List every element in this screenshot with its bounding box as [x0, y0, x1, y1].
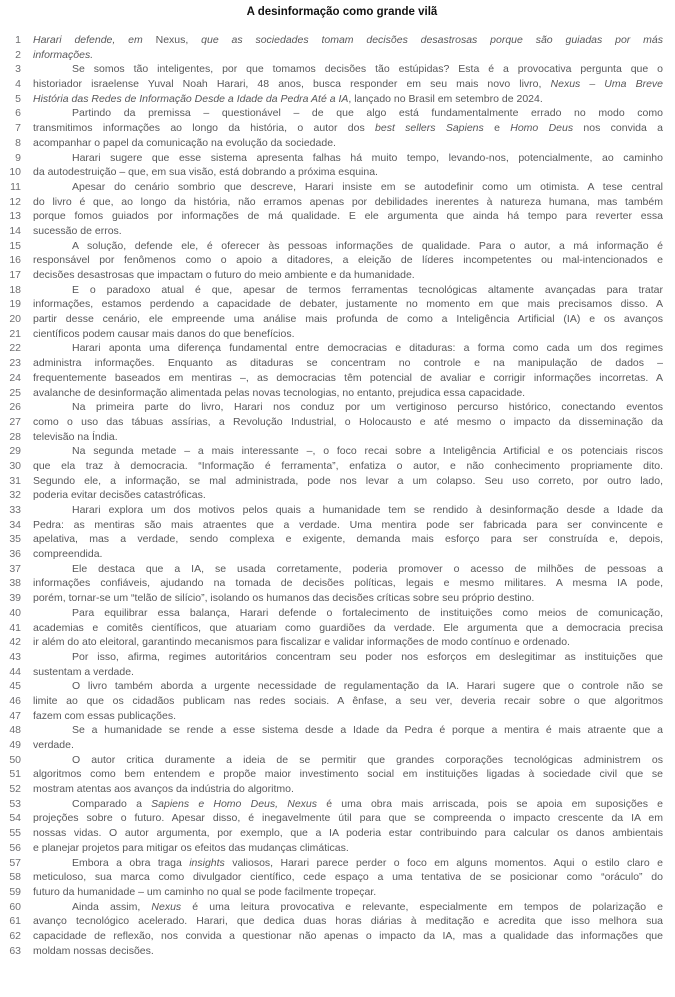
text-line: [0, 753, 663, 768]
line-number: 31: [9, 474, 21, 487]
line-number: 35: [9, 533, 21, 546]
line-text: [33, 356, 663, 371]
text-segment: O livro também aborda a urgente necessidade de regulamentação da IA. Harari sugere que o controle não se: [72, 680, 663, 693]
line-text: [33, 532, 663, 547]
text-line: [0, 77, 663, 92]
line-text: [33, 811, 663, 826]
line-text: [33, 679, 663, 694]
text-line: [0, 444, 663, 459]
italic-text-segment: Homo Deus: [510, 122, 574, 135]
text-segment: do livro é que, ao longo da história, não erramos apenas por debilidades inerentes à natureza humana, mas também: [33, 195, 663, 208]
line-text: [33, 195, 663, 210]
line-number: 1: [15, 34, 21, 46]
line-text: [33, 885, 663, 900]
text-segment: fazem com essas publicações.: [33, 709, 176, 722]
italic-text-segment: História das Redes de Informação Desde a Idade da Pedra Até a IA: [33, 92, 349, 105]
text-segment: Partindo da premissa – questionável – de que algo está fundamentalmente errado no modo como: [72, 107, 663, 120]
text-segment: sustentam a verdade.: [33, 665, 134, 678]
text-line: [0, 151, 663, 166]
line-number: 59: [9, 885, 21, 898]
line-text: [33, 106, 663, 121]
line-number: 6: [15, 107, 21, 120]
text-line: [0, 415, 663, 430]
text-segment: avalanche de desinformação alimentada pelas novas tecnologias, no entanto, prejudica essa capacidade.: [33, 386, 526, 399]
text-segment: Por isso, afirma, regimes autoritários concentram seu poder nos esforços em deslegitimar as instituições que: [72, 650, 663, 663]
line-number: 21: [9, 327, 21, 340]
text-line: [0, 341, 663, 356]
line-number: 36: [9, 548, 21, 561]
line-text: [33, 92, 663, 107]
line-text: [33, 444, 663, 459]
text-segment: Pedra: as mentiras são mais atraentes que a verdade. Uma mentira pode ser fabricada para ser convincente e: [33, 518, 663, 531]
text-line: [0, 195, 663, 210]
line-number: 2: [15, 48, 21, 61]
line-number: 52: [9, 783, 21, 796]
line-number: 60: [9, 900, 21, 913]
text-segment: poderia evitar decisões catastróficas.: [33, 489, 206, 502]
text-segment: decisões desastrosas que impactam o futuro do meio ambiente e da humanidade.: [33, 269, 415, 281]
line-number: 22: [9, 342, 21, 355]
line-text: [33, 268, 663, 283]
italic-text-segment: best sellers Sapiens: [375, 122, 484, 135]
line-text: [33, 841, 663, 856]
text-segment: academias e comitês científicos, que atuariam como guardiões da verdade. Ele argumenta que a democracia precisa: [33, 621, 663, 634]
text-segment: moldam nossas decisões.: [33, 944, 154, 957]
text-segment: como o uso das tábuas assírias, a Revolução Industrial, o Holocausto e até mesmo o impacto da disseminação da: [33, 415, 663, 428]
line-text: [33, 518, 663, 533]
text-segment: algoritmos como bem entendem e propõe maior investimento social em instituições ligadas à sociedade civil que se: [33, 768, 663, 781]
text-segment: Na primeira parte do livro, Harari nos conduz por um vertiginoso percurso histórico, conectando eventos: [72, 401, 663, 414]
text-line: [0, 723, 663, 738]
line-number: 10: [9, 166, 21, 179]
text-line: [0, 239, 663, 254]
text-line: [0, 518, 663, 533]
text-segment: partir desse cenário, ele empreende uma análise mais profunda de como a Inteligência Artificial (IA) e os avanços: [33, 313, 663, 326]
text-segment: porque fomos guiados por informações de má qualidade. E ele argumenta que ainda há tempo para reverter essa: [33, 210, 663, 223]
text-line: [0, 165, 663, 180]
line-number: 57: [9, 856, 21, 869]
document-title: A desinformação como grande vilã: [246, 6, 438, 18]
text-segment: historiador israelense Yuval Noah Harari, 48 anos, busca responder em seu mais novo livro,: [33, 78, 551, 91]
line-text: [33, 180, 663, 195]
line-number: 41: [9, 621, 21, 634]
line-text: [33, 562, 663, 577]
text-segment: administra informações. Enquanto as ditaduras se concentram no controle e na manipulação de dados –: [33, 357, 663, 370]
line-text: [33, 341, 663, 356]
text-segment: televisão na Índia.: [33, 430, 118, 443]
line-text: [33, 121, 663, 136]
line-number: 32: [9, 489, 21, 502]
line-number: 8: [15, 136, 21, 149]
line-text: [33, 709, 663, 724]
text-segment: Apesar do cenário sombrio que descreve, Harari insiste em se autodefinir como um otimista. A tese central: [72, 180, 663, 193]
text-line: [0, 268, 663, 283]
line-text: [33, 48, 663, 63]
text-segment: valiosos, Harari parece perder o foco em alguns momentos. Aqui o estilo claro e: [224, 856, 663, 869]
italic-text-segment: insights: [189, 856, 225, 869]
text-segment: responsável por fenômenos como o apoio a ditadores, a eleição de líderes incompetentes ou mal-intencionados e: [33, 254, 663, 267]
text-segment: capacidade de reflexão, nos convida a questionar não apenas o impacto da IA, mas a qualidade das informações que: [33, 929, 663, 942]
line-text: [33, 62, 663, 77]
text-segment: Harari explora um dos motivos pelos quais a humanidade tem se rendido à desinformação desde a Idade da: [72, 504, 663, 516]
line-text: [33, 797, 663, 812]
line-number: 38: [9, 577, 21, 590]
line-text: [33, 576, 663, 591]
line-text: [33, 870, 663, 885]
line-number: 3: [15, 63, 21, 76]
line-text: [33, 929, 663, 944]
text-segment: Ainda assim,: [72, 900, 152, 913]
line-number: 4: [15, 78, 21, 91]
text-segment: nos convida a: [573, 122, 663, 135]
text-segment: Se somos tão inteligentes, por que tomamos decisões tão estúpidas? Esta é a provocativa pergunta que o: [72, 63, 663, 76]
line-number: 16: [9, 254, 21, 267]
text-segment: futuro da humanidade – um caminho no qual se pode facilmente tropeçar.: [33, 885, 377, 898]
text-line: [0, 33, 663, 48]
text-segment: Segundo ele, a informação, se mal administrada, pode nos levar a um colapso. Seu uso correto, por outro lado,: [33, 474, 663, 487]
text-line: [0, 62, 663, 77]
line-text: [33, 151, 663, 166]
text-line: [0, 283, 663, 298]
text-line: [0, 591, 663, 606]
line-number: 49: [9, 739, 21, 751]
text-segment: frequentemente baseados em mentiras –, as democracias têm potencial de avaliar e corrigir informações incorretas. A: [33, 371, 663, 384]
text-line: [0, 797, 663, 812]
text-segment: compreendida.: [33, 548, 103, 561]
line-text: [33, 33, 663, 48]
line-number: 11: [10, 180, 21, 193]
line-number: 54: [9, 812, 21, 825]
line-number: 33: [9, 504, 21, 516]
line-text: [33, 77, 663, 92]
line-number: 24: [9, 371, 21, 384]
line-number: 17: [9, 269, 21, 281]
line-number: 51: [9, 768, 21, 781]
text-line: [0, 327, 663, 342]
text-line: [0, 694, 663, 709]
text-segment: é uma obra mais arriscada, pois se apoia em suposições e: [317, 797, 664, 810]
text-line: [0, 547, 663, 562]
text-line: [0, 503, 663, 518]
text-line: [0, 914, 663, 929]
line-number: 39: [9, 592, 21, 605]
text-line: [0, 386, 663, 401]
text-line: [0, 371, 663, 386]
text-segment: e planejar projetos para mitigar os efeitos das mudanças climáticas.: [33, 841, 349, 854]
text-line: [0, 312, 663, 327]
text-line: [0, 121, 663, 136]
text-line: [0, 944, 663, 959]
line-text: [33, 136, 663, 151]
line-text: [33, 253, 663, 268]
text-line: [0, 606, 663, 621]
text-line: [0, 621, 663, 636]
text-segment: Se a humanidade se rende a esse sistema desde a Idade da Pedra é porque a mentira é mais atraente que a: [72, 724, 663, 737]
text-line: [0, 92, 663, 107]
line-text: [33, 474, 663, 489]
line-text: [33, 753, 663, 768]
line-number: 29: [9, 445, 21, 458]
line-number: 14: [9, 224, 21, 237]
line-text: [33, 606, 663, 621]
line-number: 28: [9, 430, 21, 443]
text-line: [0, 841, 663, 856]
line-text: [33, 694, 663, 709]
line-text: [33, 767, 663, 782]
text-line: [0, 811, 663, 826]
text-segment: limite ao que os cidadãos publicam nas redes sociais. A ênfase, a seu ver, deveria recair sobre o que algoritmos: [33, 694, 663, 707]
text-segment: O autor critica duramente a ideia de se permitir que grandes corporações tecnológicas administrem os: [72, 753, 663, 766]
text-line: [0, 224, 663, 239]
text-line: [0, 562, 663, 577]
text-line: [0, 870, 663, 885]
text-segment: E o paradoxo atual é que, apesar de termos ferramentas tecnológicas altamente avançadas para tratar: [72, 283, 663, 296]
line-text: [33, 371, 663, 386]
line-text: [33, 165, 663, 180]
line-number: 15: [9, 239, 21, 252]
line-text: [33, 459, 663, 474]
line-number: 56: [9, 841, 21, 854]
text-segment: sucessão de erros.: [33, 224, 122, 237]
line-text: [33, 327, 663, 342]
line-number: 26: [9, 401, 21, 414]
text-segment: Comparado a: [72, 797, 152, 810]
text-line: [0, 826, 663, 841]
line-text: [33, 224, 663, 239]
line-number: 61: [9, 915, 21, 928]
line-text: [33, 400, 663, 415]
text-segment: da autodestruição – que, em sua visão, está dobrando a próxima esquina.: [33, 166, 378, 179]
text-segment: Nexus,: [155, 34, 189, 46]
line-text: [33, 503, 663, 518]
text-segment: Ele destaca que a IA, se usada corretamente, poderia promover o acesso de milhões de pessoas a: [72, 562, 663, 575]
text-line: [0, 856, 663, 871]
text-line: [0, 400, 663, 415]
line-number: 9: [15, 151, 21, 164]
line-text: [33, 547, 663, 562]
line-number: 20: [9, 313, 21, 326]
line-number: 13: [9, 210, 21, 223]
text-line: [0, 635, 663, 650]
line-number: 62: [9, 929, 21, 942]
italic-text-segment: Nexus – Uma Breve: [550, 78, 663, 91]
text-line: [0, 459, 663, 474]
line-text: [33, 209, 663, 224]
text-segment: científicos podem causar mais danos do que benefícios.: [33, 327, 295, 340]
line-text: [33, 297, 663, 312]
line-number: 55: [9, 827, 21, 840]
line-number: 25: [9, 386, 21, 399]
text-line: [0, 900, 663, 915]
line-text: [33, 738, 663, 753]
text-segment: Harari aponta uma diferença fundamental entre democracias e ditaduras: a forma como cada um dos regimes: [72, 342, 663, 355]
line-text: [33, 900, 663, 915]
text-segment: nossas vidas. O autor argumenta, por exemplo, que a IA poderia estar contribuindo para calcular os danos ambientais: [33, 827, 663, 840]
line-number: 12: [9, 195, 21, 208]
line-text: [33, 782, 663, 797]
text-segment: Na segunda metade – a mais interessante –, o foco recai sobre a Inteligência Artificial e os potenciais riscos: [72, 445, 663, 458]
text-segment: é uma leitura provocativa e relevante, especialmente em tempos de polarização e: [181, 900, 663, 913]
text-line: [0, 48, 663, 63]
line-text: [33, 635, 663, 650]
text-line: [0, 209, 663, 224]
italic-text-segment: informações.: [33, 48, 94, 61]
line-number: 40: [9, 606, 21, 619]
line-text: [33, 386, 663, 401]
line-number: 18: [9, 283, 21, 296]
line-number: 37: [9, 562, 21, 575]
line-number: 30: [9, 459, 21, 472]
text-line: [0, 106, 663, 121]
text-segment: informações confiáveis, ajudando na tomada de decisões políticas, legais e mesmo militares. A mesma IA pode,: [33, 577, 663, 590]
text-line: [0, 488, 663, 503]
text-line: [0, 180, 663, 195]
line-number: 48: [9, 724, 21, 737]
text-segment: porém, tornar-se um “telão de silício”, isolando os humanos das decisões críticas sobre seu próprio destino.: [33, 592, 535, 605]
line-number: 19: [9, 298, 21, 311]
line-number: 43: [9, 650, 21, 663]
line-number: 7: [15, 122, 21, 135]
italic-text-segment: Nexus: [151, 900, 182, 913]
text-line: [0, 929, 663, 944]
line-text: [33, 591, 663, 606]
text-segment: meticuloso, sua marca como divulgador científico, cede espaço a uma tentativa de se posicionar como “oráculo” do: [33, 871, 663, 884]
text-line: [0, 253, 663, 268]
text-line: [0, 430, 663, 445]
line-number: 63: [9, 944, 21, 957]
text-line: [0, 532, 663, 547]
text-line: [0, 356, 663, 371]
text-segment: e: [483, 122, 511, 135]
line-text: [33, 826, 663, 841]
text-segment: que ela traz à democracia. “Informação é ferramenta”, enfatiza o autor, e não conhecimento propriamente dito.: [33, 459, 663, 472]
line-text: [33, 914, 663, 929]
line-number: 46: [9, 694, 21, 707]
text-line: [0, 474, 663, 489]
text-segment: Harari sugere que esse sistema apresenta falhas há muito tempo, levando-nos, potencialmente, ao caminho: [72, 151, 663, 164]
text-segment: acompanhar o papel da comunicação na evolução da sociedade.: [33, 136, 336, 149]
text-line: [0, 679, 663, 694]
text-line: [0, 782, 663, 797]
text-line: [0, 665, 663, 680]
line-number: 34: [9, 518, 21, 531]
line-number: 47: [9, 709, 21, 722]
text-line: [0, 650, 663, 665]
italic-text-segment: Sapiens e Homo Deus, Nexus: [151, 797, 318, 810]
text-line: [0, 738, 663, 753]
text-segment: Para equilibrar essa balança, Harari defende o fortalecimento de instituições como meios de comunicação,: [72, 606, 663, 619]
line-number: 53: [9, 797, 21, 810]
text-line: [0, 297, 663, 312]
line-text: [33, 312, 663, 327]
line-text: [33, 944, 663, 959]
text-line: [0, 767, 663, 782]
italic-text-segment: que as sociedades tomam decisões desastrosas porque são guiadas por más: [188, 34, 663, 46]
text-segment: apelativa, mas a verdade, sendo complexa e exigente, demanda mais esforço para ser construída e, depois,: [33, 533, 663, 546]
text-line: [0, 885, 663, 900]
line-number: 23: [9, 357, 21, 370]
line-text: [33, 430, 663, 445]
line-number: 27: [9, 415, 21, 428]
text-segment: A solução, defende ele, é oferecer às pessoas informações de qualidade. Para o autor, a má informação é: [72, 239, 663, 252]
text-segment: transmitimos informações ao longo da história, o autor dos: [33, 122, 376, 135]
text-line: [0, 709, 663, 724]
text-segment: Embora a obra traga: [72, 856, 190, 869]
line-number: 5: [15, 92, 21, 105]
line-text: [33, 488, 663, 503]
text-segment: mostram atentas aos avanços da indústria do algoritmo.: [33, 783, 294, 796]
line-text: [33, 856, 663, 871]
line-text: [33, 650, 663, 665]
line-number: 44: [9, 665, 21, 678]
line-number: 45: [9, 680, 21, 693]
text-segment: informações, estamos perdendo a capacidade de debater, justamente no momento em que mais precisamos disso. A: [33, 298, 663, 311]
line-text: [33, 283, 663, 298]
line-text: [33, 723, 663, 738]
text-line: [0, 576, 663, 591]
text-segment: avanço tecnológico acelerado. Harari, que dedica duas horas diárias à meditação e acredita que isso melhora sua: [33, 915, 663, 928]
text-line: [0, 136, 663, 151]
text-segment: verdade.: [33, 739, 74, 751]
document-lines: [0, 33, 663, 958]
line-text: [33, 621, 663, 636]
line-number: 42: [9, 636, 21, 649]
line-text: [33, 239, 663, 254]
line-text: [33, 415, 663, 430]
text-segment: projeções sobre o futuro. Apesar disso, é inegavelmente útil para que se compreenda o impacto crescente da IA em: [33, 812, 663, 825]
line-number: 58: [9, 871, 21, 884]
text-segment: , lançado no Brasil em setembro de 2024.: [348, 92, 543, 105]
italic-text-segment: Harari defende, em: [33, 34, 156, 46]
line-text: [33, 665, 663, 680]
line-number: 50: [9, 753, 21, 766]
text-segment: ir além do ato eleitoral, garantindo mecanismos para fiscalizar e validar informações de modo contínuo e ordenado.: [33, 636, 570, 649]
